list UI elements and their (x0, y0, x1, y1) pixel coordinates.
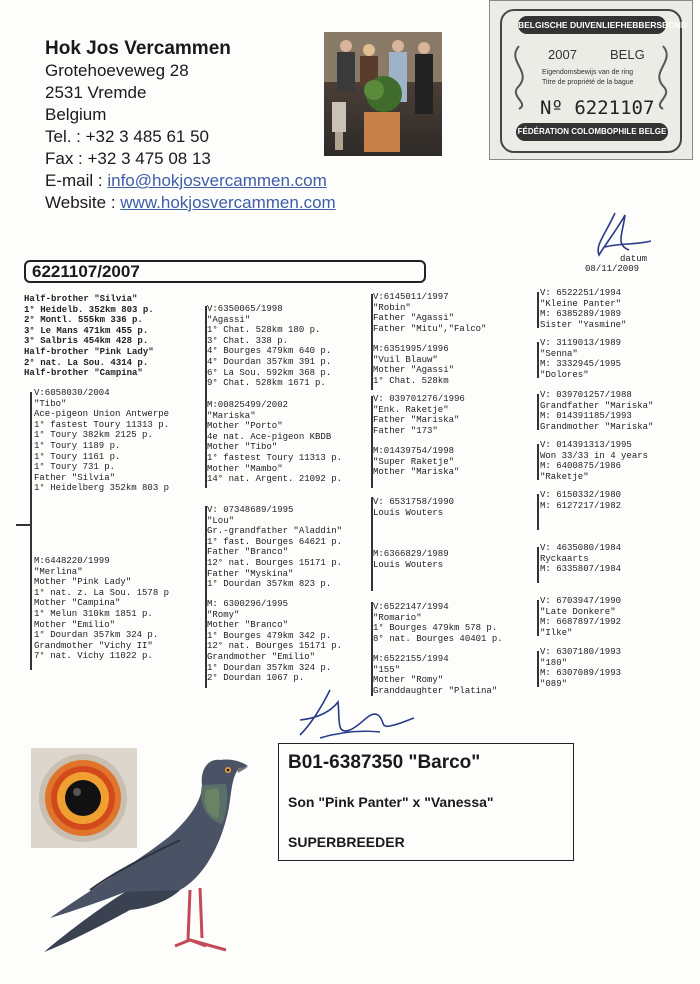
pedigree-line: 1° fast. Bourges 64621 p. (207, 536, 343, 547)
pedigree-line: Father "Mitu","Falco" (373, 323, 487, 334)
pedigree-line: "Kleine Panter" (540, 298, 622, 309)
pedigree-line: "180" (540, 657, 568, 668)
pedigree-line: V: 6703947/1990 (540, 596, 622, 606)
bird-info-box (278, 743, 574, 861)
pedigree-line: "089" (540, 678, 568, 689)
pedigree-line: 1° Heidelberg 352km 803 p (34, 483, 170, 494)
street: Grotehoeveweg 28 (45, 61, 189, 80)
gen3-item (373, 549, 449, 570)
pedigree-line: 1° Chat. 528km 180 p. (207, 325, 321, 336)
ring-card-year: 2007 (548, 47, 577, 62)
pedigree-line: Mother "Agassi" (373, 365, 455, 376)
website-row: Website : www.hokjosvercammen.com (45, 193, 336, 212)
pedigree-line: Mother "Campina" (34, 598, 121, 609)
pedigree-line: Won 33/33 in 4 years (540, 450, 649, 461)
country: Belgium (45, 105, 107, 124)
ring-card-org-nl: BELGISCHE DUIVENLIEFHEBBERSBOND (518, 16, 666, 34)
pedigree-line: "Lou" (207, 515, 235, 526)
pedigree-line: M:01439754/1998 (373, 446, 455, 456)
pedigree-line: Louis Wouters (373, 507, 444, 518)
pedigree-line: 1° Dourdan 357km 823 p. (207, 579, 332, 590)
pedigree-line: Father "Mariska" (373, 415, 460, 426)
bird-parents: Son "Pink Panter" x "Vanessa" (288, 794, 494, 810)
pedigree-line: "Merlina" (34, 566, 83, 577)
pedigree-line: 4e nat. Ace-pigeon KBDB (207, 431, 332, 442)
pedigree-line: "Robin" (373, 302, 411, 313)
pedigree-line: 1° Dourdan 357km 324 p. (34, 630, 159, 641)
pedigree-line: M: 6687897/1992 (540, 617, 622, 628)
group-photo (324, 32, 442, 156)
pedigree-line: 12° nat. Bourges 15171 p. (207, 557, 343, 568)
pedigree-line: 1° Toury 1161 p. (34, 451, 121, 462)
city: 2531 Vremde (45, 83, 147, 102)
ring-card-ornament-right (648, 41, 678, 111)
pedigree-line: "Enk. Raketje" (373, 404, 449, 415)
gen3-item (373, 446, 459, 478)
gen4-item (540, 440, 648, 482)
gen4-item (540, 543, 621, 575)
fax: Fax : +32 3 475 08 13 (45, 149, 211, 168)
ring-card-org-fr: FÉDÉRATION COLOMBOPHILE BELGE (516, 123, 668, 141)
gen4-item (540, 338, 621, 380)
pedigree-line: M:6522155/1994 (373, 654, 449, 664)
pedigree-line: Half-brother "Pink Lady" (24, 346, 154, 357)
pedigree-line: M: 6400875/1986 (540, 461, 622, 472)
gen3-item (373, 394, 465, 436)
ring-ownership-card (489, 0, 693, 160)
pedigree-line: Mother "Branco" (207, 620, 289, 631)
pedigree-line: 1° Dourdan 357km 324 p. (207, 662, 332, 673)
pedigree-line: Mother "Tibo" (207, 442, 278, 453)
pedigree-line: Mother "Porto" (207, 421, 283, 432)
pedigree-line: 12° nat. Bourges 15171 p. (207, 641, 343, 652)
gen1-father (34, 388, 169, 494)
breeder-name: Hok Jos Vercammen (45, 38, 231, 59)
pedigree-line: M: 3332945/1995 (540, 359, 622, 370)
pedigree-line: M: 014391185/1993 (540, 411, 632, 422)
pedigree-line: V: 6150332/1980 (540, 490, 622, 500)
pedigree-line: M: 6307089/1993 (540, 668, 622, 679)
gen3-item (373, 497, 454, 518)
gen4-item (540, 390, 653, 432)
pedigree-line: V: 6531758/1990 (373, 497, 455, 507)
pedigree-line: 4° Dourdan 357km 391 p. (207, 356, 332, 367)
pedigree-line: "Senna" (540, 348, 578, 359)
gen2-sire-dam (207, 400, 342, 485)
pedigree-line: V: 039701257/1988 (540, 390, 632, 400)
pedigree-line: Mother "Emilio" (34, 619, 116, 630)
pedigree-line: "Romario" (373, 612, 422, 623)
pedigree-line: Father "Myskina" (207, 568, 294, 579)
gen3-item (373, 292, 486, 334)
gen1-bracket (30, 392, 32, 670)
pedigree-line: V:6522147/1994 (373, 602, 449, 612)
ring-card-text-fr: Titre de propriété de la bague (542, 79, 634, 86)
pedigree-line: Grandfather "Mariska" (540, 400, 654, 411)
pedigree-line: 1° Bourges 479km 342 p. (207, 630, 332, 641)
gen4-bracket (537, 651, 539, 687)
signature-bottom (290, 680, 420, 750)
pedigree-title-box (24, 260, 426, 283)
pedigree-line: 3° Chat. 338 p. (207, 335, 289, 346)
gen4-bracket (537, 394, 539, 430)
pedigree-line: V:6058030/2004 (34, 388, 110, 398)
pedigree-line: "Tibo" (34, 398, 67, 409)
pedigree-line: M:6448220/1999 (34, 556, 110, 566)
pedigree-line: 1° fastest Toury 11313 p. (34, 419, 170, 430)
ring-card-number: Nº 6221107 (540, 97, 655, 119)
pedigree-line: M: 6127217/1982 (540, 500, 622, 511)
pedigree-line: V: 07348689/1995 (207, 505, 294, 515)
pedigree-line: "Ilke" (540, 627, 573, 638)
pedigree-line: Sister "Yasmine" (540, 319, 627, 330)
pedigree-line: "Raketje" (540, 471, 589, 482)
gen4-item (540, 490, 621, 511)
gen2-dam-dam (207, 599, 342, 684)
pedigree-line: M: 6300296/1995 (207, 599, 289, 609)
pedigree-line: Ryckaarts (540, 553, 589, 564)
ring-card-country: BELG (610, 47, 645, 62)
telephone: Tel. : +32 3 485 61 50 (45, 127, 209, 146)
pedigree-line: 1° Toury 1189 p. (34, 440, 121, 451)
gen4-bracket (537, 444, 539, 480)
pedigree-line: 8° nat. Bourges 40401 p. (373, 633, 503, 644)
pedigree-line: "155" (373, 664, 401, 675)
pedigree-line: "Agassi" (207, 314, 251, 325)
pedigree-line: 1° fastest Toury 11313 p. (207, 452, 343, 463)
pedigree-line: 3° Le Mans 471km 455 p. (24, 325, 149, 336)
pedigree-line: Father "173" (373, 425, 438, 436)
pedigree-line: M: 6335807/1984 (540, 564, 622, 575)
pedigree-line: 1° Toury 382km 2125 p. (34, 430, 153, 441)
ring-card-ornament-left (504, 41, 534, 111)
pedigree-line: 9° Chat. 528km 1671 p. (207, 378, 326, 389)
pedigree-line: V:6350065/1998 (207, 304, 283, 314)
pedigree-line: Ace-pigeon Union Antwerpe (34, 409, 170, 420)
pedigree-line: Grandmother "Mariska" (540, 421, 654, 432)
pedigree-line: M:00825499/2002 (207, 400, 289, 410)
pedigree-line: 1° nat. z. La Sou. 1578 p (34, 587, 170, 598)
pedigree-line: 6° La Sou. 592km 368 p. (207, 367, 332, 378)
pedigree-line: Gr.-grandfather "Aladdin" (207, 526, 343, 537)
bird-ring-name: B01-6387350 "Barco" (288, 752, 481, 773)
pedigree-line: V: 6522251/1994 (540, 288, 622, 298)
gen4-bracket (537, 600, 539, 636)
pedigree-line: V: 4635080/1984 (540, 543, 622, 553)
pedigree-line: "Late Donkere" (540, 606, 616, 617)
pedigree-line: Grandmother "Vichy II" (34, 640, 153, 651)
gen4-bracket (537, 547, 539, 583)
pedigree-line: M:6351995/1996 (373, 344, 449, 354)
pedigree-line: Mother "Pink Lady" (34, 577, 132, 588)
pedigree-line: 14° nat. Argent. 21092 p. (207, 474, 343, 485)
pedigree-line: Grandmother "Emilio" (207, 651, 316, 662)
pedigree-line: Louis Wouters (373, 559, 444, 570)
gen2-sire-sire (207, 304, 331, 389)
gen1-connector (16, 524, 30, 526)
pedigree-line: Mother "Mambo" (207, 463, 283, 474)
pedigree-line: V:6145011/1997 (373, 292, 449, 302)
pedigree-line: V: 039701276/1996 (373, 394, 465, 404)
pedigree-line: Father "Agassi" (373, 313, 455, 324)
pedigree-line: Half-brother "Campina" (24, 368, 143, 379)
pedigree-line: "Mariska" (207, 410, 256, 421)
contact-block (45, 38, 336, 214)
email-row: E-mail : info@hokjosvercammen.com (45, 171, 327, 190)
gen3-item (373, 602, 503, 644)
pedigree-line: V: 3119013/1989 (540, 338, 622, 348)
pedigree-line: 1° Melun 310km 1851 p. (34, 608, 153, 619)
pedigree-line: "Vuil Blauw" (373, 354, 438, 365)
bird-status: SUPERBREEDER (288, 834, 405, 850)
pedigree-line: Granddaughter "Platina" (373, 685, 498, 696)
pedigree-line: 1° Heidelb. 352km 803 p. (24, 304, 154, 315)
pedigree-line: Half-brother "Silvia" (24, 294, 138, 304)
gen4-bracket (537, 292, 539, 328)
gen4-bracket (537, 494, 539, 530)
signature-date: 08/11/2009 (585, 264, 640, 274)
pedigree-line: "Romy" (207, 609, 240, 620)
main-results (24, 294, 154, 379)
gen4-item (540, 647, 621, 689)
pedigree-line: V: 6307180/1993 (540, 647, 622, 657)
pedigree-line: 4° Bourges 479km 640 p. (207, 346, 332, 357)
pedigree-line: Mother "Mariska" (373, 467, 460, 478)
signature-date-label: datum (620, 254, 648, 264)
gen4-item (540, 288, 626, 330)
gen4-bracket (537, 342, 539, 378)
pedigree-line: 1° Bourges 479km 578 p. (373, 623, 498, 634)
pedigree-line: "Super Raketje" (373, 456, 455, 467)
pedigree-line: 1° Chat. 528km (373, 375, 449, 386)
gen4-item (540, 596, 621, 638)
pedigree-line: 2° Dourdan 1067 p. (207, 673, 305, 684)
email-link[interactable]: info@hokjosvercammen.com (107, 171, 327, 190)
pedigree-line: M:6366829/1989 (373, 549, 449, 559)
pedigree-line: "Dolores" (540, 369, 589, 380)
gen2-dam-sire (207, 505, 342, 590)
ring-card-text-nl: Eigendomsbewijs van de ring (542, 69, 634, 76)
pedigree-line: 2° Montl. 555km 336 p. (24, 315, 143, 326)
gen1-mother (34, 556, 169, 662)
website-link[interactable]: www.hokjosvercammen.com (120, 193, 336, 212)
gen3-item (373, 344, 454, 386)
pedigree-line: Father "Branco" (207, 547, 289, 558)
pedigree-line: Mother "Romy" (373, 675, 444, 686)
pedigree-line: V: 014391313/1995 (540, 440, 632, 450)
pedigree-line: 1° Toury 731 p. (34, 462, 116, 473)
pedigree-line: Father "Silvia" (34, 472, 116, 483)
pedigree-line: 3° Salbris 454km 428 p. (24, 336, 149, 347)
pedigree-line: 2° nat. La Sou. 4314 p. (24, 357, 149, 368)
pedigree-line: 7° nat. Vichy 11022 p. (34, 651, 153, 662)
pedigree-title: 6221107/2007 (32, 262, 140, 281)
pedigree-line: M: 6385289/1989 (540, 309, 622, 320)
pigeon-photo (30, 740, 280, 970)
